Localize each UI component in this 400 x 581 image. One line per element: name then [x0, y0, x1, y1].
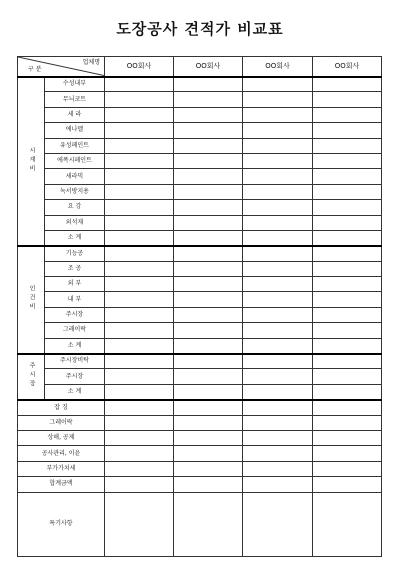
- price-cell: [313, 446, 382, 461]
- price-cell: [105, 169, 174, 184]
- table-row: [18, 107, 382, 122]
- section-label-text: 인건비: [28, 285, 35, 313]
- table-row: [18, 138, 382, 153]
- table-row: [18, 292, 382, 307]
- summary-label: 잡 징: [18, 400, 105, 415]
- price-cell: [105, 77, 174, 92]
- price-cell: [243, 246, 313, 261]
- section-label: [18, 246, 45, 354]
- table-row: [18, 169, 382, 184]
- price-cell: [174, 246, 243, 261]
- item-label: 요 강: [45, 200, 105, 215]
- table-row: [18, 477, 382, 492]
- price-cell: [174, 138, 243, 153]
- price-cell: [105, 215, 174, 230]
- section-label-text: 주시장: [28, 362, 35, 390]
- header-row: [18, 57, 382, 77]
- price-cell: [174, 92, 243, 107]
- price-cell: [313, 307, 382, 322]
- price-cell: [243, 200, 313, 215]
- price-cell: [174, 430, 243, 445]
- item-label: 에폭시페인트: [45, 153, 105, 168]
- company-column-header: OO회사: [174, 57, 243, 77]
- price-cell: [174, 323, 243, 338]
- price-cell: [313, 338, 382, 353]
- price-cell: [174, 338, 243, 353]
- item-label: 외 부: [45, 277, 105, 292]
- price-cell: [313, 123, 382, 138]
- table-row: [18, 77, 382, 92]
- summary-label: 공사관리, 이윤: [18, 446, 105, 461]
- table-row: [18, 92, 382, 107]
- price-cell: [313, 415, 382, 430]
- price-cell: [105, 138, 174, 153]
- price-cell: [313, 230, 382, 245]
- price-cell: [105, 461, 174, 476]
- price-cell: [174, 153, 243, 168]
- item-label: 기능공: [45, 246, 105, 261]
- price-cell: [243, 92, 313, 107]
- summary-label: 상해, 공제: [18, 430, 105, 445]
- item-label: 무늬코트: [45, 92, 105, 107]
- price-cell: [174, 277, 243, 292]
- price-cell: [243, 323, 313, 338]
- price-cell: [174, 477, 243, 492]
- price-cell: [243, 430, 313, 445]
- price-cell: [105, 323, 174, 338]
- price-cell: [243, 384, 313, 399]
- price-cell: [174, 307, 243, 322]
- header-corner-cell: [18, 57, 105, 77]
- price-cell: [174, 215, 243, 230]
- item-label: 세 라: [45, 107, 105, 122]
- price-cell: [105, 153, 174, 168]
- price-cell: [105, 261, 174, 276]
- section-label: [18, 354, 45, 400]
- price-cell: [313, 492, 382, 556]
- page-title: 도장공사 견적가 비교표: [116, 20, 284, 38]
- table-row: [18, 400, 382, 415]
- company-column-header: OO회사: [243, 57, 313, 77]
- price-cell: [313, 400, 382, 415]
- price-cell: [105, 338, 174, 353]
- price-cell: [174, 77, 243, 92]
- table-row: [18, 446, 382, 461]
- item-label: 조 공: [45, 261, 105, 276]
- table-row: [18, 384, 382, 399]
- price-cell: [105, 400, 174, 415]
- price-cell: [243, 446, 313, 461]
- price-cell: [243, 354, 313, 369]
- table-row: [18, 415, 382, 430]
- price-cell: [313, 369, 382, 384]
- price-cell: [105, 477, 174, 492]
- price-cell: [313, 477, 382, 492]
- comparison-table: [17, 56, 382, 557]
- section-label: [18, 77, 45, 246]
- item-label: 수성내부: [45, 77, 105, 92]
- item-label: 소 계: [45, 230, 105, 245]
- price-cell: [105, 384, 174, 399]
- table-row: [18, 261, 382, 276]
- price-cell: [105, 446, 174, 461]
- price-cell: [174, 169, 243, 184]
- price-cell: [105, 354, 174, 369]
- price-cell: [174, 384, 243, 399]
- price-cell: [313, 246, 382, 261]
- summary-label: 부가가치세: [18, 461, 105, 476]
- price-cell: [243, 292, 313, 307]
- price-cell: [105, 230, 174, 245]
- company-column-header: OO회사: [105, 57, 174, 77]
- price-cell: [313, 153, 382, 168]
- item-label: 외석재: [45, 215, 105, 230]
- price-cell: [105, 123, 174, 138]
- price-cell: [105, 277, 174, 292]
- table-row: [18, 354, 382, 369]
- price-cell: [243, 277, 313, 292]
- table-row: [18, 461, 382, 476]
- price-cell: [313, 215, 382, 230]
- price-cell: [243, 400, 313, 415]
- price-cell: [313, 277, 382, 292]
- table-row: [18, 323, 382, 338]
- table-row: [18, 338, 382, 353]
- price-cell: [174, 446, 243, 461]
- price-cell: [313, 169, 382, 184]
- table-row: [18, 123, 382, 138]
- price-cell: [313, 292, 382, 307]
- price-cell: [105, 415, 174, 430]
- table-row: [18, 184, 382, 199]
- price-cell: [105, 92, 174, 107]
- remarks-label: 특기사항: [18, 492, 105, 556]
- price-cell: [174, 292, 243, 307]
- price-cell: [243, 492, 313, 556]
- price-cell: [313, 92, 382, 107]
- table-row: [18, 153, 382, 168]
- item-label: 유성페인트: [45, 138, 105, 153]
- item-label: 소 계: [45, 384, 105, 399]
- item-label: 주시장: [45, 369, 105, 384]
- price-cell: [243, 338, 313, 353]
- price-cell: [243, 369, 313, 384]
- price-cell: [174, 415, 243, 430]
- category-header-label: 구 분: [28, 65, 42, 73]
- item-label: 주시장비탁: [45, 354, 105, 369]
- price-cell: [313, 323, 382, 338]
- price-cell: [174, 400, 243, 415]
- price-cell: [243, 261, 313, 276]
- item-label: 소 계: [45, 338, 105, 353]
- price-cell: [243, 477, 313, 492]
- price-cell: [243, 123, 313, 138]
- item-label: 내 부: [45, 292, 105, 307]
- price-cell: [105, 492, 174, 556]
- price-cell: [174, 184, 243, 199]
- price-cell: [174, 461, 243, 476]
- price-cell: [313, 184, 382, 199]
- section-label-text: 시재비: [28, 146, 35, 174]
- price-cell: [313, 384, 382, 399]
- table-row: [18, 246, 382, 261]
- price-cell: [105, 184, 174, 199]
- price-cell: [243, 184, 313, 199]
- table-row: [18, 200, 382, 215]
- price-cell: [105, 307, 174, 322]
- price-cell: [313, 354, 382, 369]
- summary-label: 그레이락: [18, 415, 105, 430]
- price-cell: [313, 430, 382, 445]
- table-row: [18, 307, 382, 322]
- company-column-header: OO회사: [313, 57, 382, 77]
- item-label: 에나멜: [45, 123, 105, 138]
- item-label: 세라믹: [45, 169, 105, 184]
- price-cell: [313, 461, 382, 476]
- price-cell: [313, 138, 382, 153]
- price-cell: [174, 261, 243, 276]
- remarks-row: [18, 492, 382, 556]
- price-cell: [243, 230, 313, 245]
- price-cell: [313, 77, 382, 92]
- price-cell: [105, 430, 174, 445]
- price-cell: [105, 107, 174, 122]
- price-cell: [243, 153, 313, 168]
- price-cell: [105, 200, 174, 215]
- price-cell: [174, 354, 243, 369]
- price-cell: [243, 77, 313, 92]
- table-row: [18, 369, 382, 384]
- price-cell: [243, 215, 313, 230]
- table-row: [18, 215, 382, 230]
- item-label: 주시장: [45, 307, 105, 322]
- price-cell: [174, 369, 243, 384]
- price-cell: [174, 123, 243, 138]
- price-cell: [243, 107, 313, 122]
- price-cell: [174, 230, 243, 245]
- item-label: 그레이락: [45, 323, 105, 338]
- price-cell: [243, 169, 313, 184]
- price-cell: [174, 107, 243, 122]
- price-cell: [243, 415, 313, 430]
- summary-label: 합계금액: [18, 477, 105, 492]
- table-row: [18, 430, 382, 445]
- price-cell: [313, 261, 382, 276]
- price-cell: [313, 107, 382, 122]
- price-cell: [174, 492, 243, 556]
- table-row: [18, 230, 382, 245]
- company-header-label: 업체명: [82, 59, 100, 66]
- price-cell: [174, 200, 243, 215]
- price-cell: [243, 138, 313, 153]
- price-cell: [105, 246, 174, 261]
- price-cell: [105, 292, 174, 307]
- price-cell: [105, 369, 174, 384]
- item-label: 녹서방지용: [45, 184, 105, 199]
- price-cell: [243, 307, 313, 322]
- table-row: [18, 277, 382, 292]
- price-cell: [243, 461, 313, 476]
- price-cell: [313, 200, 382, 215]
